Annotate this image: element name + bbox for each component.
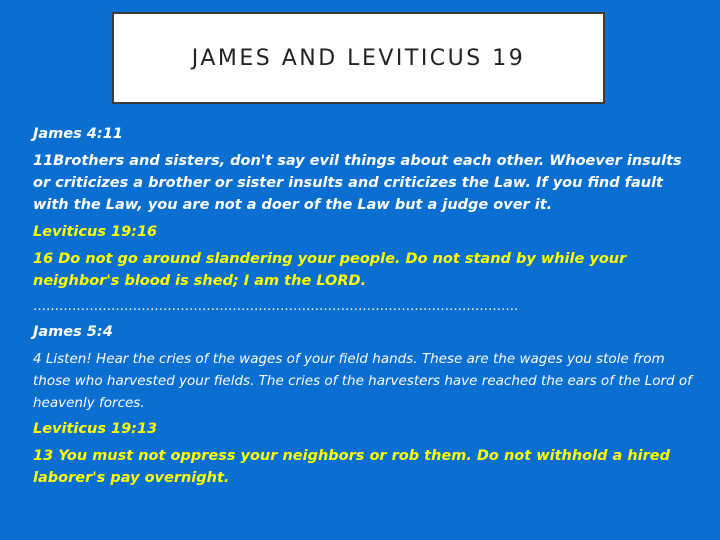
james-4-11-reference: James 4:11: [33, 126, 123, 142]
slide-content: [33, 124, 693, 495]
leviticus-19-16-reference: Leviticus 19:16: [33, 224, 158, 240]
leviticus-19-16-text: 16 Do not go around slandering your people. Do not stand by while your neighbor's blood is shed; I am the LORD.: [33, 251, 627, 289]
james-5-4-text: 4 Listen! Hear the cries of the wages of your field hands. These are the wages you stole from those who harvested your fields. The cries of the harvesters have reached the ears of the Lord of heavenly forces.: [33, 351, 692, 411]
dotted-divider: ………………………………………………………………………………………………….: [33, 299, 519, 314]
title-box: [112, 12, 605, 104]
james-5-4-reference: James 5:4: [33, 324, 113, 340]
james-4-11-text: 11Brothers and sisters, don't say evil things about each other. Whoever insults or criticizes a brother or sister insults and criticizes the Law. If you find fault with the Law, you are not a doer of the Law but a judge over it.: [33, 153, 682, 213]
leviticus-19-13-text: 13 You must not oppress your neighbors or rob them. Do not withhold a hired laborer's pay overnight.: [33, 448, 671, 486]
slide-title: JAMES AND LEVITICUS 19: [191, 45, 526, 71]
leviticus-19-13-reference: Leviticus 19:13: [33, 421, 158, 437]
